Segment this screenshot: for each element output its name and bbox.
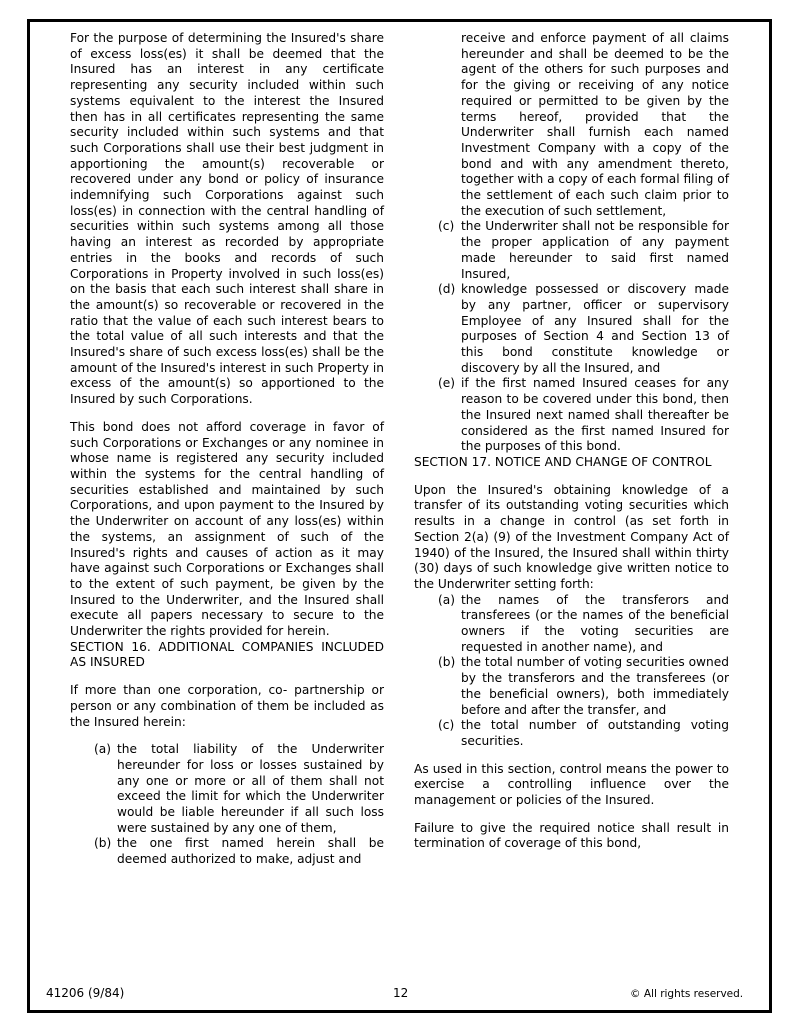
- section-16-item-d: [438, 282, 729, 376]
- item-text: the Underwriter shall not be responsible for the proper application of any payment made hereunder to said first named Insured,: [461, 219, 729, 281]
- right-column: [414, 31, 729, 852]
- item-label: (a): [438, 592, 455, 607]
- item-label: (e): [438, 376, 456, 391]
- section-17-item-a: [438, 593, 729, 656]
- rights-notice: © All rights reserved.: [630, 988, 744, 1000]
- item-text: if the first named Insured ceases for any reason to be covered under this bond, then the Insured next named shall thereafter be considered as the first named Insured for the purposes of this bond.: [461, 376, 729, 454]
- paragraph-excess-loss-share: For the purpose of determining the Insured's share of excess loss(es) it shall be deemed that the Insured has an interest in any certificate representing any security included within such systems equivalent to the interest the Insured then has in all certificates representing the same security included within such systems and that such Corporations shall use their best judgment in apportioning the amount(s) recoverable or recovered under any bond or policy of insurance indemnifying such Corporations against such loss(es) in connection with the central handling of securities within such systems among all those having an interest as recorded by appropriate entries in the books and records of such Corporations in Property involved in such loss(es) on the basis that each such interest shall share in the amount(s) so recoverable or recovered in the ratio that the value of each such interest bears to the total value of all such interests and that the Insured's share of such excess loss(es) shall be the amount of the Insured's interest in such Property in excess of the amount(s) so apportioned to the Insured by such Corporations.: [70, 31, 384, 407]
- item-text: the total number of voting securities owned by the transferors and the transferees (or the beneficial owners), both immediately before and after the transfer, and: [461, 655, 729, 717]
- item-label: (b): [438, 655, 456, 670]
- item-text: the names of the transferors and transferees (or the names of the beneficial owners if the voting securities are requested in another name), and: [461, 592, 729, 654]
- section-16-intro: If more than one corporation, co- partnership or person or any combination of them be included as the Insured herein:: [70, 683, 384, 729]
- page-number: 12: [393, 986, 409, 1000]
- control-definition-paragraph: As used in this section, control means the power to exercise a controlling influence over the management or policies of the Insured.: [414, 761, 729, 808]
- item-label: (b): [94, 836, 112, 851]
- item-text: the one first named herein shall be deemed authorized to make, adjust and: [117, 836, 384, 867]
- item-label: (c): [438, 718, 455, 733]
- failure-notice-paragraph: Failure to give the required notice shall result in termination of coverage of this bond,: [414, 820, 729, 851]
- section-16-item-a: [94, 742, 384, 836]
- section-17-intro: Upon the Insured's obtaining knowledge of a transfer of its outstanding voting securities which results in a change in control (as set forth in Section 2(a) (9) of the Investment Company Act of 1940) of the Insured, the Insured shall within thirty (30) days of such knowledge give written notice to the Underwriter setting forth:: [414, 482, 729, 591]
- section-16-item-c: [438, 219, 729, 282]
- paragraph-no-coverage-corporations: This bond does not afford coverage in favor of such Corporations or Exchanges or any nominee in whose name is registered any security included within the systems for the central handling of securities established and maintained by such Corporations, and upon payment to the Insured by the Underwriter on account of any loss(es) within the systems, an assignment of such of the Insured's rights and causes of action as it may have against such Corporations or Exchanges shall to the extent of such payment, be given by the Insured to the Underwriter, and the Insured shall execute all papers necessary to secure to the Underwriter the rights provided for herein.: [70, 419, 384, 639]
- form-number: 41206 (9/84): [46, 986, 125, 1000]
- section-16-item-e: [438, 376, 729, 455]
- section-16-item-b-continued: receive and enforce payment of all claims hereunder and shall be deemed to be the agent of the others for such purposes and for the giving or receiving of any notice required or permitted to be given by the terms hereof, provided that the Underwriter shall furnish each named Investment Company with a copy of the bond and with any amendment thereto, together with a copy of each formal filing of the settlement of each such claim prior to the execution of such settlement,: [461, 31, 729, 218]
- item-label: (c): [438, 219, 455, 234]
- section-16-heading: SECTION 16. ADDITIONAL COMPANIES INCLUDED AS INSURED: [70, 639, 384, 670]
- item-text: the total liability of the Underwriter hereunder for loss or losses sustained by any one or more or all of them shall not exceed the limit for which the Underwriter would be liable hereunder if all such loss were sustained by any one of them,: [117, 742, 384, 835]
- section-17-item-c: [438, 718, 729, 749]
- section-17-item-b: [438, 655, 729, 718]
- item-text: knowledge possessed or discovery made by any partner, officer or supervisory Employee of any Insured shall for the purposes of Section 4 and Section 13 of this bond constitute knowledge or discovery by all the Insured, and: [461, 282, 729, 375]
- item-text: the total number of outstanding voting securities.: [461, 718, 729, 748]
- section-17-heading: SECTION 17. NOTICE AND CHANGE OF CONTROL: [414, 454, 712, 469]
- section-16-item-b: [94, 836, 384, 867]
- left-column: [70, 31, 384, 868]
- item-label: (a): [94, 742, 111, 757]
- item-label: (d): [438, 282, 456, 297]
